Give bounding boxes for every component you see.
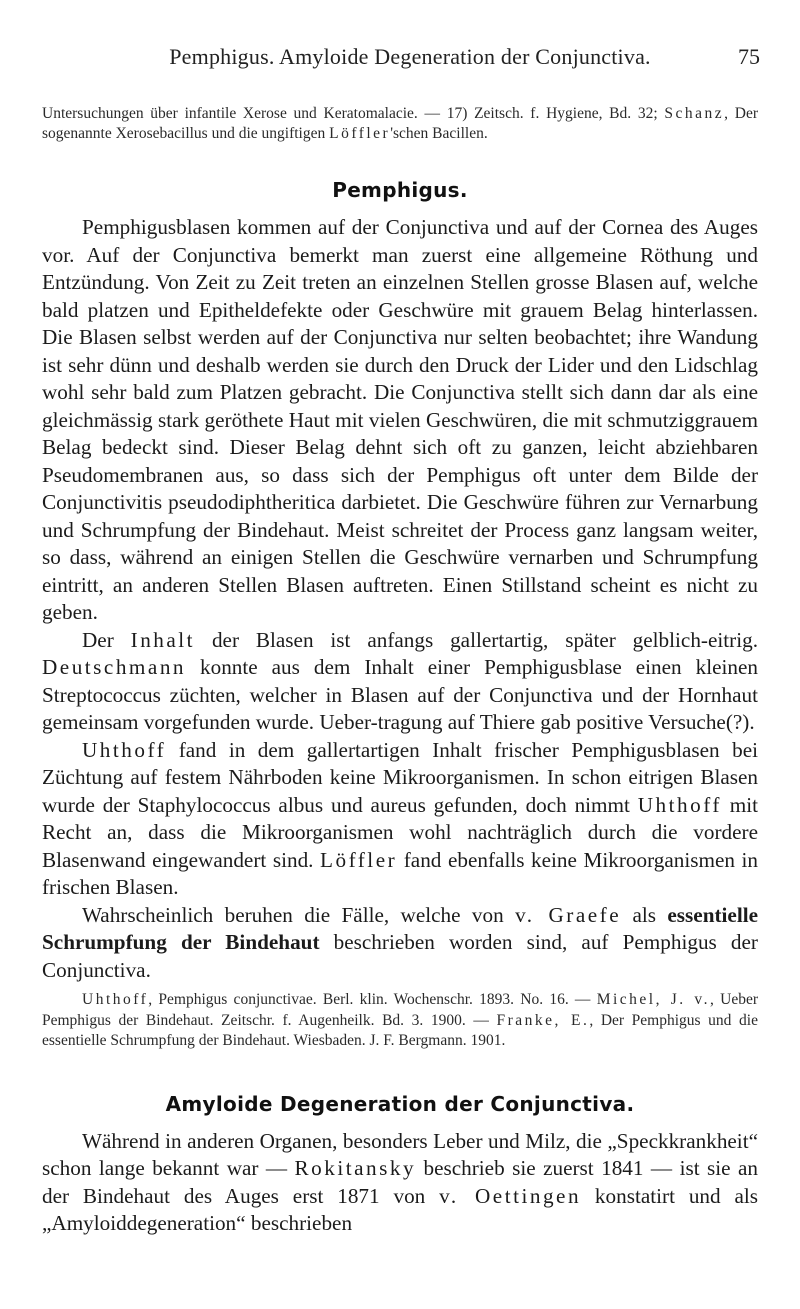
running-title: Pemphigus. Amyloide Degeneration der Conjunctiva. [169,44,651,69]
page-header [120,44,760,74]
section-heading-amyloid: Amyloide Degeneration der Conjunctiva. [165,1091,635,1116]
ref-author: Michel, J. v. [596,991,710,1008]
bold-term: essentielle Schrumpfung der Bindehaut [42,902,758,954]
author-name: v. Graefe [515,902,622,927]
text: beschrieb sie zuerst 1841 — ist sie an der Bindehaut des Auges erst 1871 von [42,1156,758,1208]
ref-text: , Der Pemphigus und die essentielle Schrumpfung der Bindehaut. Wiesbaden. J. F. Bergmann. 1901. [42,1011,758,1049]
note-text: , Der sogenannte Xerosebacillus und die ungiftigen [42,105,758,142]
paragraph [42,1128,758,1238]
page-number: 75 [738,44,760,69]
text: als [621,902,668,927]
text: konstatirt und als „Amyloiddegeneration“ beschrieben [42,1183,758,1235]
author-name: Uhthoff [82,737,167,762]
paragraph [42,902,758,985]
note-author: Schanz [664,105,725,122]
ref-author: Uhthoff [82,991,149,1008]
author-name: Rokitansky [294,1156,417,1180]
text: fand ebenfalls keine Mikroorganismen in frischen Blasen. [42,847,759,899]
paragraph [42,627,758,737]
ref-text: , Pemphigus conjunctivae. Berl. klin. Wochenschr. 1893. No. 16. — [148,991,597,1008]
author-name: Löffler [320,847,398,872]
author-name: Uhthoff [637,792,722,817]
spaced-term: Inhalt [130,627,196,652]
ref-author: Franke, E. [496,1011,590,1029]
note-text: Untersuchungen über infantile Xerose und Keratomalacie. — 17) Zeitsch. f. Hygiene, Bd. 32; [42,105,665,122]
text: fand in dem gallertartigen Inhalt frischer Pemphigusblasen bei Züchtung auf festem Nährboden keine Mikroorganismen. In schon eitrigen Blasen wurde der Staphylococcus albus und aureus gefunden, doch nimmt [42,737,758,817]
text: mit Recht an, dass die Mikroorganismen wohl nachträglich durch die vordere Blasenwand eingewandert sind. [42,792,758,872]
paragraph: Pemphigusblasen kommen auf der Conjunctiva und auf der Cornea des Auges vor. Auf der Conjunctiva bemerkt man zuerst eine allgemeine Röthung und Entzündung. Von Zeit zu Zeit treten an einzelnen Stellen grosse Blasen auf, welche bald platzen und Epitheldefekte oder Geschwüre mit grauem Belag hinterlassen. Die Blasen selbst werden auf der Conjunctiva nur selten beobachtet; ihre Wandung ist sehr dünn und deshalb werden sie durch den Druck der Lider und den Lidschlag wohl sehr bald zum Platzen gebracht. Die Conjunctiva stellt sich dann dar als eine gleichmässig stark geröthete Haut mit vielen Geschwüren, die mit schmutziggrauem Belag bedeckt sind. Dieser Belag dehnt sich oft zu ganzen, leicht abziehbaren Pseudomembranen aus, so dass sich der Pemphigus oft unter dem Bilde der Conjunctivitis pseudodiphtheritica darbietet. Die Geschwüre führen zur Vernarbung und Schrumpfung der Bindehaut. Meist schreitet der Process ganz langsam weiter, so dass, während an einigen Stellen die Geschwüre vernarben und Schrumpfung eintritt, an anderen Stellen Blasen auftreten. Einen Stillstand scheint es nicht zu geben. [42,215,758,624]
text: der Blasen ist anfangs gallertartig, später gelblich-eitrig. [195,627,758,652]
note-name: Löffler [329,125,391,142]
text: Der [82,627,131,652]
section-heading-pemphigus: Pemphigus. [332,178,468,202]
text: Wahrscheinlich beruhen die Fälle, welche von [82,902,516,927]
paragraph [42,737,758,902]
ref-text: , Ueber Pemphigus der Bindehaut. Zeitschr. f. Augenheilk. Bd. 3. 1900. — [42,991,758,1029]
author-name: Deutschmann [42,655,187,679]
continued-footnote [42,104,758,144]
author-name: v. Oettingen [439,1183,582,1208]
page-content [42,104,758,1238]
references [42,990,758,1052]
text: konnte aus dem Inhalt einer Pemphigusblase einen kleinen Streptococcus züchten, welcher in Blasen auf der Conjunctiva und der Hornhaut gemeinsam vorgefunden wurde. Ueber-tragung auf Thiere gab positive Versuche(?). [42,655,758,734]
note-text: 'schen Bacillen. [390,125,488,142]
text: beschrieben worden sind, auf Pemphigus der Conjunctiva. [42,930,758,982]
text: Während in anderen Organen, besonders Leber und Milz, die „Speckkrankheit“ schon lange bekannt war — [42,1128,758,1180]
